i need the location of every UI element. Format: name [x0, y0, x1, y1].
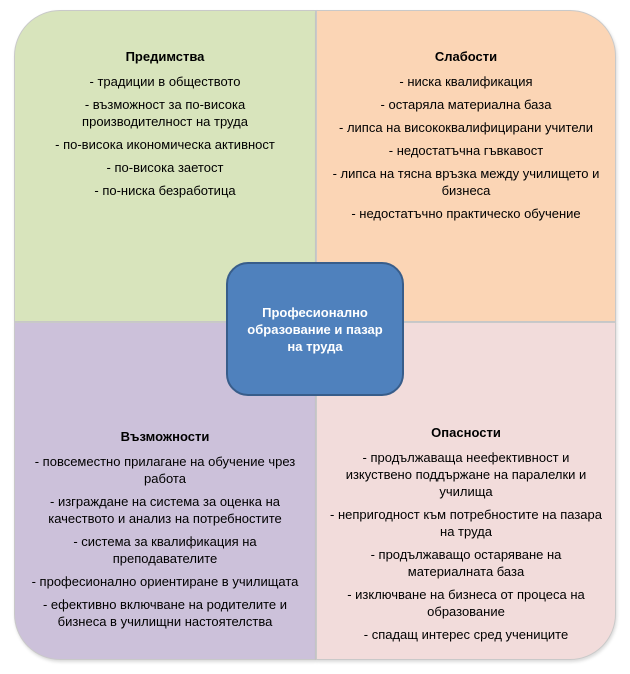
threats-content — [328, 424, 604, 649]
opportunities-item: - повсеместно прилагане на обучение чрез работа — [34, 454, 296, 486]
opportunities-item: - ефективно включване на родителите и бизнеса в училищни настоятелства — [42, 597, 288, 629]
strengths-title: Предимства — [125, 49, 205, 64]
opportunities-content — [22, 428, 308, 636]
weaknesses-item: - ниска квалификация — [399, 74, 533, 89]
weaknesses-list — [326, 73, 606, 222]
strengths-item: - по-висока заетост — [106, 160, 224, 175]
threats-item: - продължаваща неефективност и изкуствено поддържане на паралелки и училища — [345, 450, 587, 499]
strengths-item: - по-ниска безработица — [94, 183, 236, 198]
center-topic-box — [226, 262, 404, 396]
opportunities-list — [22, 453, 308, 630]
threats-item: - изключване на бизнеса от процеса на образование — [347, 587, 585, 619]
strengths-content — [34, 48, 296, 205]
opportunities-item: - система за квалификация на преподавателите — [73, 534, 257, 566]
weaknesses-item: - остаряла материална база — [380, 97, 552, 112]
weaknesses-title: Слабости — [434, 49, 498, 64]
weaknesses-item: - недостатъчна гъвкавост — [388, 143, 544, 158]
opportunities-title: Възможности — [120, 429, 210, 444]
strengths-list — [34, 73, 296, 199]
threats-list — [328, 449, 604, 643]
opportunities-item: - изграждане на система за оценка на качеството и анализ на потребностите — [48, 494, 282, 526]
weaknesses-content — [326, 48, 606, 228]
center-topic-title: Професионално образование и пазар на труда — [247, 304, 383, 354]
weaknesses-item: - липса на висококвалифицирани учители — [339, 120, 593, 135]
threats-title: Опасности — [431, 425, 501, 440]
opportunities-item: - професионално ориентиране в училищата — [31, 574, 299, 589]
threats-item: - спадащ интерес сред учениците — [363, 627, 569, 642]
threats-item: - непригодност към потребностите на пазара на труда — [330, 507, 602, 539]
weaknesses-item: - недостатъчно практическо обучение — [351, 206, 581, 221]
strengths-item: - възможност за по-висока производителност на труда — [82, 97, 248, 129]
strengths-item: - по-висока икономическа активност — [55, 137, 275, 152]
weaknesses-item: - липса на тясна връзка между училището и бизнеса — [332, 166, 600, 198]
threats-item: - продължаващо остаряване на материалната база — [370, 547, 562, 579]
strengths-item: - традиции в обществото — [89, 74, 241, 89]
